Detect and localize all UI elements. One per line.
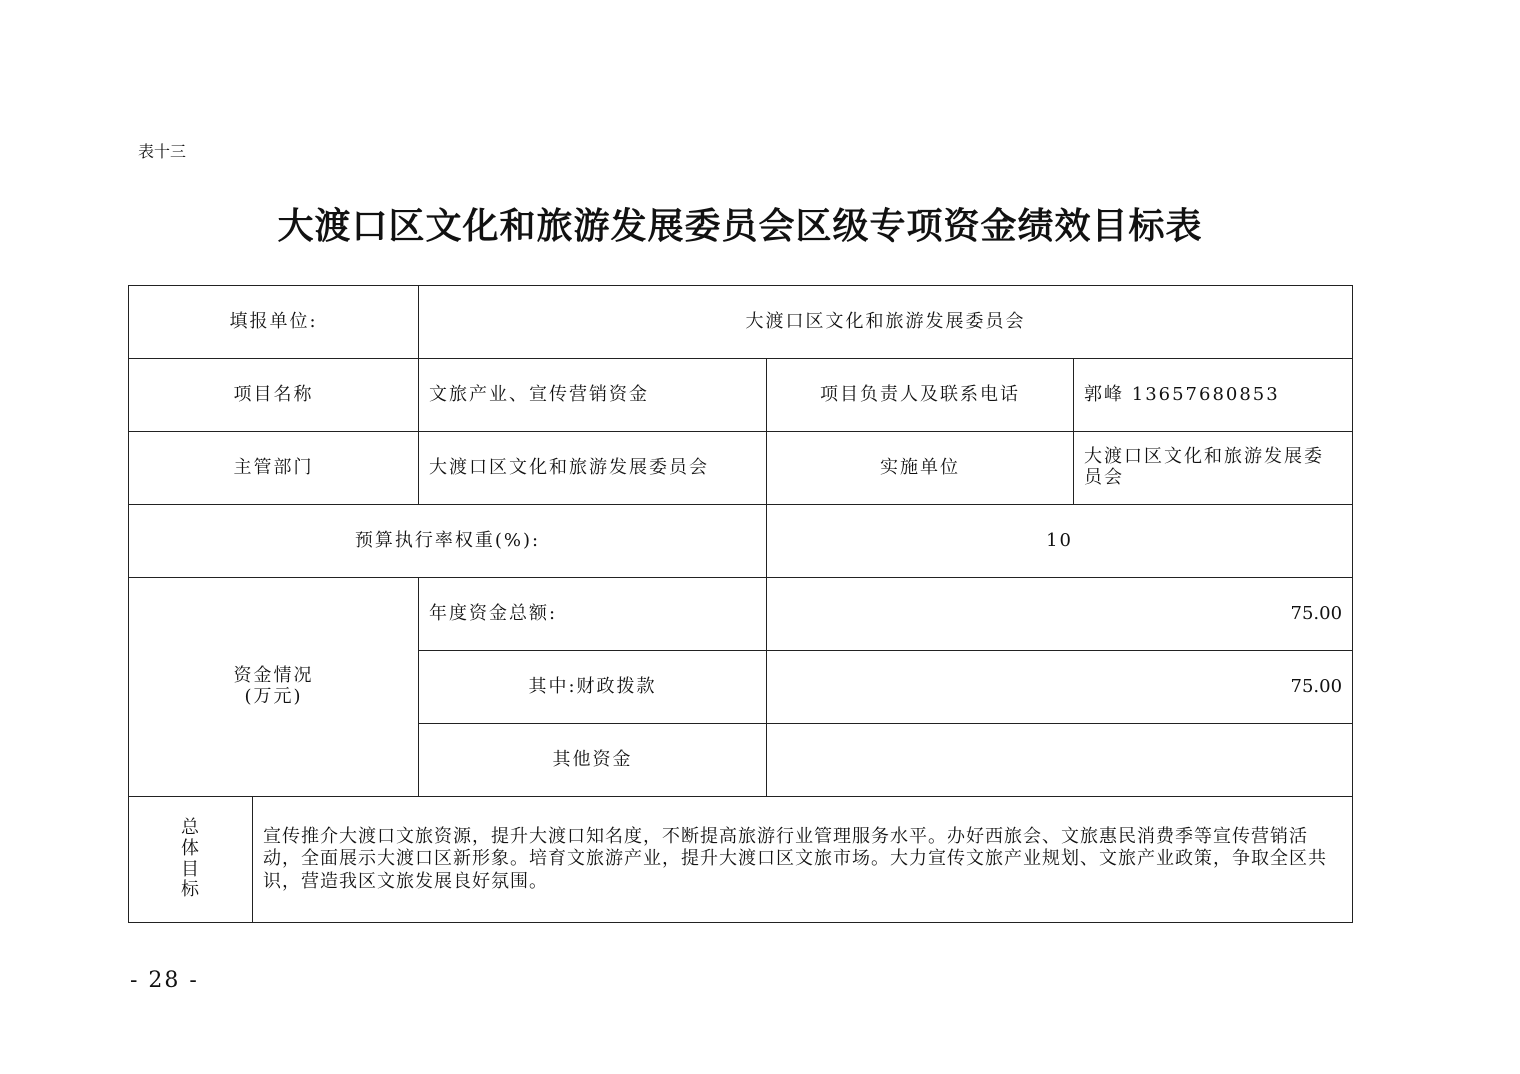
annual-total-value: 75.00 bbox=[767, 578, 1353, 651]
fiscal-label: 其中:财政拨款 bbox=[419, 651, 767, 724]
reporting-unit-value: 大渡口区文化和旅游发展委员会 bbox=[419, 286, 1353, 359]
budget-weight-label: 预算执行率权重(%): bbox=[129, 505, 767, 578]
overall-goal-text: 宣传推介大渡口文旅资源，提升大渡口知名度，不断提高旅游行业管理服务水平。办好西旅会、文旅惠民消费季等宣传营销活动，全面展示大渡口区新形象。培育文旅游产业，提升大渡口区文旅市场。大力宣传文旅产业规划、文旅产业政策，争取全区共识，营造我区文旅发展良好氛围。 bbox=[253, 797, 1353, 923]
project-name-label: 项目名称 bbox=[129, 359, 419, 432]
department-label: 主管部门 bbox=[129, 432, 419, 505]
funds-label-line1: 资金情况 bbox=[233, 665, 314, 687]
fiscal-value: 75.00 bbox=[767, 651, 1353, 724]
project-lead-value: 郭峰 13657680853 bbox=[1074, 359, 1353, 432]
page-title: 大渡口区文化和旅游发展委员会区级专项资金绩效目标表 bbox=[277, 205, 1203, 247]
implementer-label: 实施单位 bbox=[767, 432, 1074, 505]
row-project bbox=[129, 359, 1353, 432]
goal-label-char: 标 bbox=[181, 879, 200, 901]
goal-label-char: 体 bbox=[181, 837, 200, 859]
annual-total-label: 年度资金总额: bbox=[419, 578, 767, 651]
goal-label-char: 目 bbox=[181, 858, 200, 880]
funds-label-line2: (万元) bbox=[244, 686, 303, 707]
funds-label bbox=[129, 578, 419, 797]
row-budget-weight bbox=[129, 505, 1353, 578]
other-funds-label: 其他资金 bbox=[419, 724, 767, 797]
page-number: - 28 - bbox=[130, 968, 199, 993]
reporting-unit-label: 填报单位: bbox=[129, 286, 419, 359]
overall-goal-label bbox=[129, 797, 253, 923]
project-lead-label: 项目负责人及联系电话 bbox=[767, 359, 1074, 432]
row-overall-goal bbox=[129, 797, 1353, 923]
performance-target-table bbox=[128, 285, 1353, 923]
implementer-value: 大渡口区文化和旅游发展委员会 bbox=[1074, 432, 1353, 505]
row-department bbox=[129, 432, 1353, 505]
other-funds-value bbox=[767, 724, 1353, 797]
row-annual-total bbox=[129, 578, 1353, 651]
goal-label-char: 总 bbox=[181, 817, 200, 839]
row-reporting-unit bbox=[129, 286, 1353, 359]
project-name-value: 文旅产业、宣传营销资金 bbox=[419, 359, 767, 432]
budget-weight-value: 10 bbox=[767, 505, 1353, 578]
department-value: 大渡口区文化和旅游发展委员会 bbox=[419, 432, 767, 505]
table-label: 表十三 bbox=[138, 142, 187, 161]
